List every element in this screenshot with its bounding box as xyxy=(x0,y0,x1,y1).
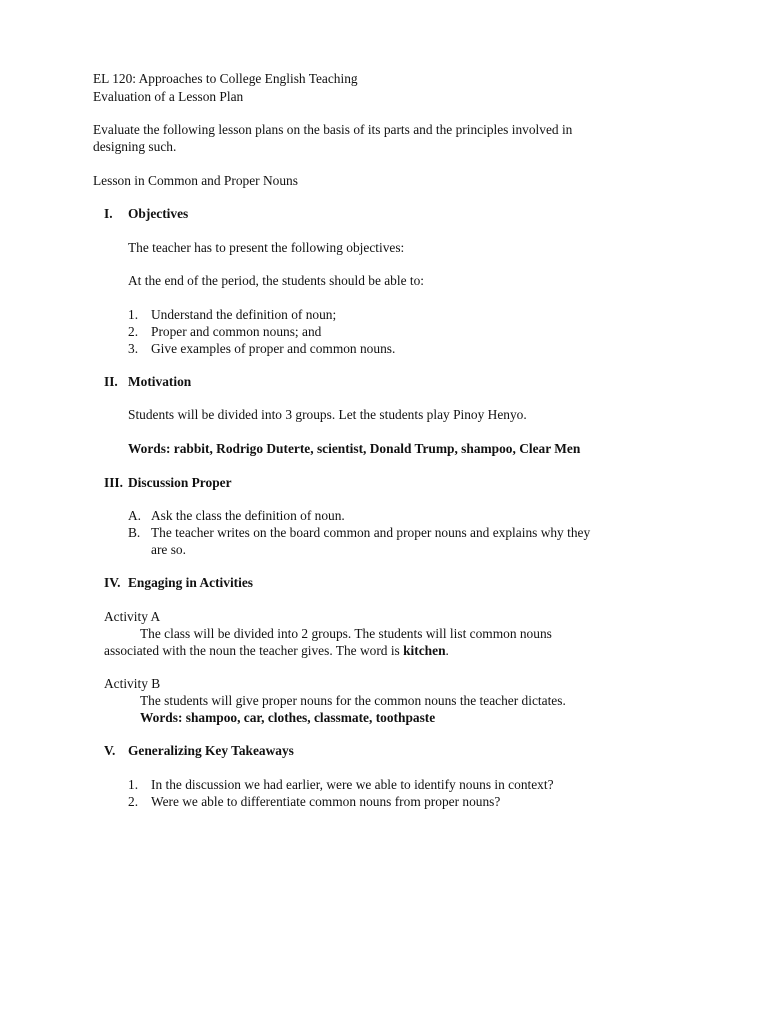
motivation-text: Students will be divided into 3 groups. Let the students play Pinoy Henyo. xyxy=(128,407,527,422)
activity-b-words: Words: shampoo, car, clothes, classmate, toothpaste xyxy=(140,710,436,725)
objective-item: Understand the definition of noun; xyxy=(151,307,337,322)
objective-number: 3. xyxy=(128,341,139,356)
takeaway-item: Were we able to differentiate common nouns from proper nouns? xyxy=(151,794,501,809)
takeaway-item: In the discussion we had earlier, were we able to identify nouns in context? xyxy=(151,777,554,792)
activity-b-line-1: The students will give proper nouns for the common nouns the teacher dictates. xyxy=(140,693,566,708)
objectives-intro: The teacher has to present the following objectives: xyxy=(128,240,405,255)
section-numeral-4: IV. xyxy=(104,575,121,590)
document-subtitle: Evaluation of a Lesson Plan xyxy=(93,89,244,104)
section-numeral-5: V. xyxy=(104,743,116,758)
takeaway-number: 2. xyxy=(128,794,139,809)
objective-number: 2. xyxy=(128,324,139,339)
activity-a-keyword: kitchen xyxy=(403,643,446,658)
discussion-item: The teacher writes on the board common and proper nouns and explains why they xyxy=(151,525,591,540)
section-numeral-1: I. xyxy=(104,206,113,221)
section-heading-objectives: Objectives xyxy=(128,206,189,221)
objective-number: 1. xyxy=(128,307,139,322)
activity-a-label: Activity A xyxy=(104,609,161,624)
discussion-letter: B. xyxy=(128,525,141,540)
takeaway-number: 1. xyxy=(128,777,139,792)
lesson-title: Lesson in Common and Proper Nouns xyxy=(93,173,298,188)
section-heading-discussion: Discussion Proper xyxy=(128,475,232,490)
discussion-item-continued: are so. xyxy=(151,542,186,557)
motivation-words: Words: rabbit, Rodrigo Duterte, scientist, Donald Trump, shampoo, Clear Men xyxy=(128,441,581,456)
section-numeral-2: II. xyxy=(104,374,118,389)
activity-a-line-2 xyxy=(104,642,449,659)
activity-b-label: Activity B xyxy=(104,676,161,691)
instructions-line-1: Evaluate the following lesson plans on the basis of its parts and the principles involved in xyxy=(93,122,573,137)
activity-a-line-2-suffix: . xyxy=(445,643,449,658)
section-heading-generalizing: Generalizing Key Takeaways xyxy=(128,743,294,758)
section-heading-activities: Engaging in Activities xyxy=(128,575,253,590)
objectives-lead: At the end of the period, the students should be able to: xyxy=(128,273,425,288)
objective-item: Proper and common nouns; and xyxy=(151,324,322,339)
activity-a-line-2-prefix: associated with the noun the teacher gives. The word is xyxy=(104,643,404,658)
discussion-letter: A. xyxy=(128,508,142,523)
instructions-line-2: designing such. xyxy=(93,139,177,154)
objective-item: Give examples of proper and common nouns. xyxy=(151,341,396,356)
section-heading-motivation: Motivation xyxy=(128,374,192,389)
course-title: EL 120: Approaches to College English Teaching xyxy=(93,71,358,86)
discussion-item: Ask the class the definition of noun. xyxy=(151,508,345,523)
activity-a-line-1: The class will be divided into 2 groups. The students will list common nouns xyxy=(140,626,552,641)
section-numeral-3: III. xyxy=(104,475,123,490)
